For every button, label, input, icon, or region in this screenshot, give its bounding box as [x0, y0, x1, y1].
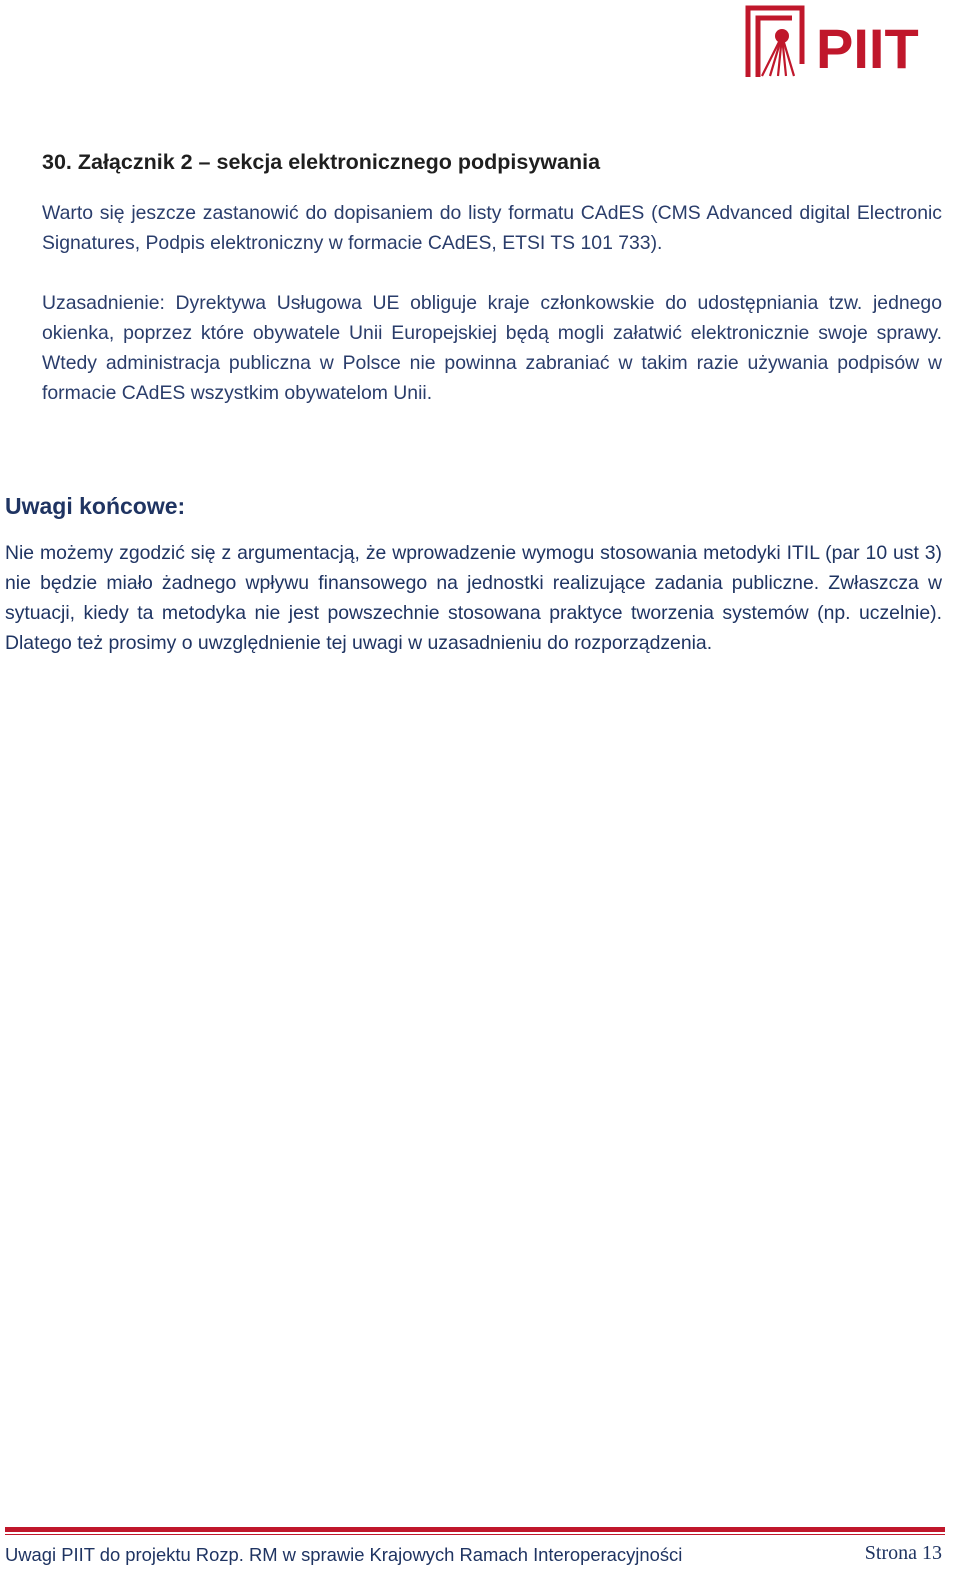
section-paragraph-1: Warto się jeszcze zastanowić do dopisaniem do listy formatu CAdES (CMS Advanced digital Electronic Signatures, Podpis elektroniczny w formacie CAdES, ETSI TS 101 733).: [42, 202, 942, 254]
section-paragraph-2: Uzasadnienie: Dyrektywa Usługowa UE obliguje kraje członkowskie do udostępniania tzw. jednego okienka, poprzez które obywatele Unii Europejskiej będą mogli załatwić elektronicznie swoje sprawy. Wtedy administracja publiczna w Polsce nie powinna zabraniać w takim razie używania podpisów w formacie CAdES wszystkim obywatelom Unii.: [42, 292, 942, 404]
closing-paragraph: Nie możemy zgodzić się z argumentacją, że wprowadzenie wymogu stosowania metodyki ITIL (par 10 ust 3) nie będzie miało żadnego wpływu finansowego na jednostki realizujące zadania publiczne. Zwłaszcza w sytuacji, kiedy ta metodyka nie jest powszechnie stosowana praktyce tworzenia systemów (np. uczelnie). Dlatego też prosimy o uwzględnienie tej uwagi w uzasadnieniu do rozporządzenia.: [5, 542, 942, 654]
piit-logo: [742, 2, 946, 82]
footer-rule: [5, 1527, 945, 1532]
logo-wordmark: PIIT: [816, 17, 919, 80]
page-number: Strona 13: [864, 1542, 942, 1564]
section-heading: 30. Załącznik 2 – sekcja elektronicznego podpisywania: [42, 150, 601, 174]
closing-heading: Uwagi końcowe:: [5, 493, 186, 519]
footer-title: Uwagi PIIT do projektu Rozp. RM w sprawie Krajowych Ramach Interoperacyjności: [5, 1544, 683, 1565]
footer-rule-thin: [5, 1534, 945, 1535]
logo-inner-frame: [758, 18, 792, 77]
